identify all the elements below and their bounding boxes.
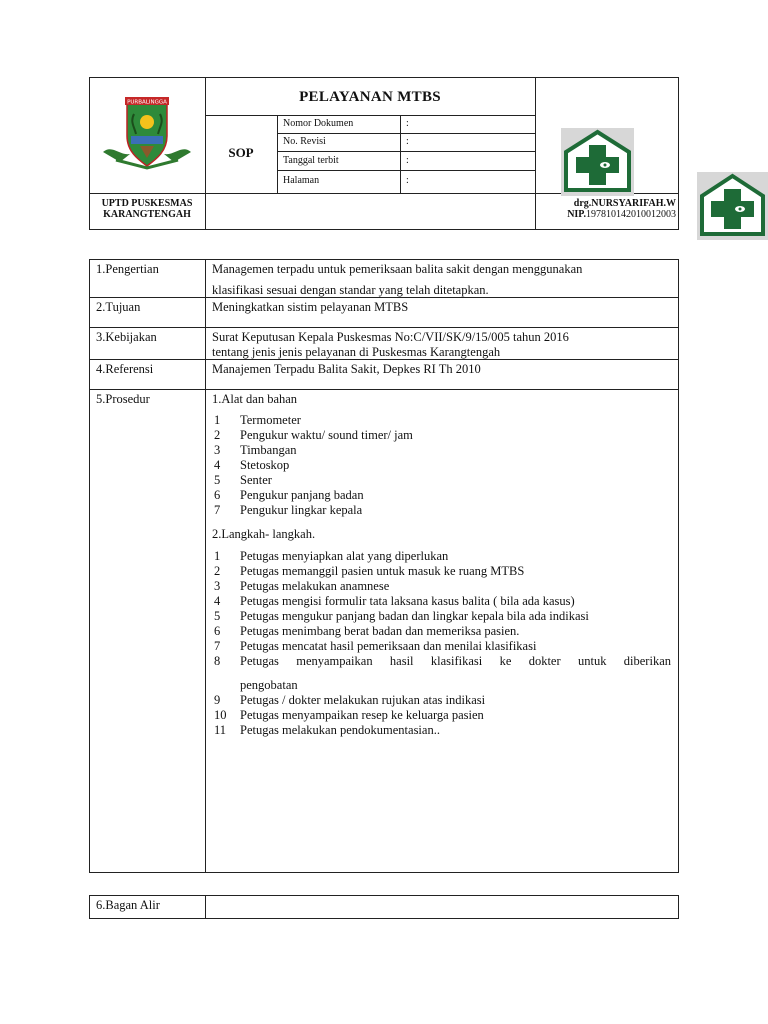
header-divider-right	[535, 77, 536, 230]
meta-label-nomor-dokumen: Nomor Dokumen	[283, 118, 354, 129]
langkah-heading: 2.Langkah- langkah.	[212, 527, 316, 541]
langkah-item: 7 Petugas mencatat hasil pemeriksaan dan menilai klasifikasi	[214, 639, 537, 653]
langkah-item: 2 Petugas memanggil pasien untuk masuk ke ruang MTBS	[214, 564, 525, 578]
langkah-item-continuation: pengobatan	[240, 678, 298, 692]
value-pengertian-line2: klasifikasi sesuai dengan standar yang telah ditetapkan.	[212, 283, 489, 297]
alat-list	[214, 413, 664, 518]
langkah-item: 1 Petugas menyiapkan alat yang diperlukan	[214, 549, 449, 563]
langkah-item: 3 Petugas melakukan anamnese	[214, 579, 390, 593]
signer-nip-number: 197810142010012003	[586, 209, 676, 220]
langkah-list	[214, 549, 671, 738]
value-tujuan: Meningkatkan sistim pelayanan MTBS	[212, 300, 409, 314]
signer-nip: NIP.197810142010012003	[567, 209, 676, 220]
value-pengertian-line1: Managemen terpadu untuk pemeriksaan balita sakit dengan menggunakan	[212, 262, 583, 276]
alat-item: 7 Pengukur lingkar kepala	[214, 503, 363, 517]
alat-item: 1 Termometer	[214, 413, 301, 427]
langkah-item: 11 Petugas melakukan pendokumentasian..	[214, 723, 440, 737]
alat-heading: 1.Alat dan bahan	[212, 392, 298, 406]
org-name-line2: KARANGTENGAH	[103, 209, 191, 220]
langkah-item: 8 Petugas menyampaikan hasil klasifikasi ke dokter untuk diberikan	[214, 654, 671, 668]
alat-item: 6 Pengukur panjang badan	[214, 488, 364, 502]
meta-label-no-revisi: No. Revisi	[283, 136, 326, 147]
emblem-banner-text: PURBALINGGA	[127, 99, 167, 106]
alat-item: 5 Senter	[214, 473, 272, 487]
label-referensi: 4.Referensi	[96, 362, 154, 376]
alat-item: 4 Stetoskop	[214, 458, 290, 472]
puskesmas-logo	[561, 128, 634, 196]
alat-item: 3 Timbangan	[214, 443, 297, 457]
value-referensi: Manajemen Terpadu Balita Sakit, Depkes RI Th 2010	[212, 362, 481, 376]
meta-colon-tanggal-terbit: :	[406, 155, 409, 166]
langkah-item: 10 Petugas menyampaikan resep ke keluarga pasien	[214, 708, 484, 722]
label-prosedur: 5.Prosedur	[96, 392, 150, 406]
value-kebijakan-line1: Surat Keputusan Kepala Puskesmas No:C/VII/SK/9/15/005 tahun 2016	[212, 330, 569, 344]
label-bagan-alir: 6.Bagan Alir	[96, 898, 160, 912]
langkah-item: 9 Petugas / dokter melakukan rujukan atas indikasi	[214, 693, 486, 707]
meta-colon-nomor-dokumen: :	[406, 118, 409, 129]
label-kebijakan: 3.Kebijakan	[96, 330, 157, 344]
puskesmas-logo-duplicate	[697, 172, 768, 240]
meta-label-tanggal-terbit: Tanggal terbit	[283, 155, 339, 166]
meta-colon-halaman: :	[406, 175, 409, 186]
langkah-item: 5 Petugas mengukur panjang badan dan lingkar kepala bila ada indikasi	[214, 609, 589, 623]
sop-label: SOP	[228, 145, 254, 160]
value-kebijakan-line2: tentang jenis jenis pelayanan di Puskesmas Karangtengah	[212, 345, 501, 359]
signer-name: drg.NURSYARIFAH.W	[573, 198, 676, 209]
label-pengertian: 1.Pengertian	[96, 262, 159, 276]
meta-colon-no-revisi: :	[406, 136, 409, 147]
langkah-item: 6 Petugas menimbang berat badan dan memeriksa pasien.	[214, 624, 520, 638]
bagan-alir-divider	[205, 895, 206, 919]
alat-item: 2 Pengukur waktu/ sound timer/ jam	[214, 428, 413, 442]
label-tujuan: 2.Tujuan	[96, 300, 141, 314]
langkah-item: 4 Petugas mengisi formulir tata laksana kasus balita ( bila ada kasus)	[214, 594, 575, 608]
regency-emblem-logo	[100, 96, 194, 172]
document-title: PELAYANAN MTBS	[299, 89, 441, 105]
org-name-line1: UPTD PUSKESMAS	[101, 198, 193, 209]
meta-label-halaman: Halaman	[283, 175, 320, 186]
